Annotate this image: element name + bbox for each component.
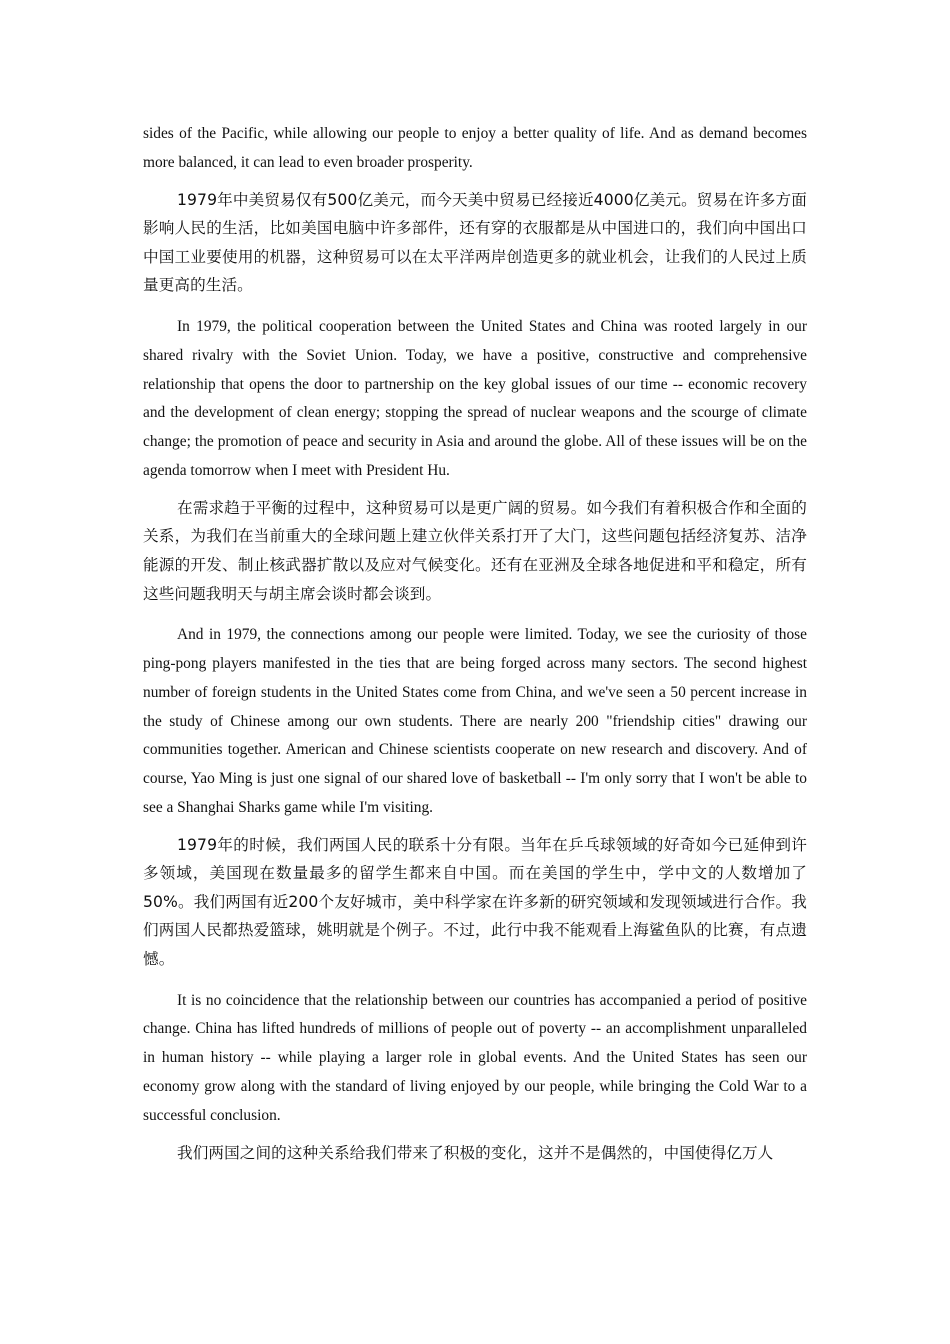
paragraph-en-trade-continued: sides of the Pacific, while allowing our people to enjoy a better quality of life. And as demand becomes more balanced, it can lead to even broader prosperity. — [143, 125, 807, 171]
paragraph-en-political-cooperation: In 1979, the political cooperation between the United States and China was rooted largely in our shared rivalry with the Soviet Union. Today, we have a positive, constructive and comprehensive relationship that opens the door to partnership on the key global issues of our time -- economic recovery and the development of clean energy; stopping the spread of nuclear weapons and the scourge of climate change; the promotion of peace and security in Asia and around the globe. All of these issues will be on the agenda tomorrow when I meet with President Hu. — [143, 317, 807, 479]
paragraph-en-people-connections: And in 1979, the connections among our people were limited. Today, we see the curiosity of those ping-pong players manifested in the ties that are being forged across many sectors. The second highest number of foreign students in the United States come from China, and we've seen a 50 percent increase in the study of Chinese among our own students. There are nearly 200 "friendship cities" drawing our communities together. American and Chinese scientists cooperate on new research and discovery. And of course, Yao Ming is just one signal of our shared love of basketball -- I'm only sorry that I won't be able to see a Shanghai Sharks game while I'm visiting. — [143, 626, 807, 816]
document-page — [143, 120, 807, 1167]
paragraph-zh-people-connections: 1979年的时候，我们两国人民的联系十分有限。当年在乒乓球领域的好奇如今已延伸到许多领域，美国现在数量最多的留学生都来自中国。而在美国的学生中，学中文的人数增加了50%。我们两国有近200个友好城市，美中科学家在许多新的研究领域和发现领域进行合作。我们两国人民都热爱篮球，姚明就是个例子。不过，此行中我不能观看上海鲨鱼队的比赛，有点遗憾。 — [143, 835, 807, 969]
paragraph-zh-political-cooperation: 在需求趋于平衡的过程中，这种贸易可以是更广阔的贸易。如今我们有着积极合作和全面的关系，为我们在当前重大的全球问题上建立伙伴关系打开了大门，这些问题包括经济复苏、洁净能源的开发、制止核武器扩散以及应对气候变化。还有在亚洲及全球各地促进和平和稳定，所有这些问题我明天与胡主席会谈时都会谈到。 — [143, 498, 807, 603]
paragraph-zh-trade: 1979年中美贸易仅有500亿美元，而今天美中贸易已经接近4000亿美元。贸易在许多方面影响人民的生活，比如美国电脑中许多部件，还有穿的衣服都是从中国进口的，我们向中国出口中国工业要使用的机器，这种贸易可以在太平洋两岸创造更多的就业机会，让我们的人民过上质量更高的生活。 — [143, 190, 807, 295]
paragraph-en-positive-change: It is no coincidence that the relationship between our countries has accompanied a period of positive change. China has lifted hundreds of millions of people out of poverty -- an accomplishment unparalleled in human history -- while playing a larger role in global events. And the United States has seen our economy grow along with the standard of living enjoyed by our people, while bringing the Cold War to a successful conclusion. — [143, 991, 807, 1124]
paragraph-zh-positive-change: 我们两国之间的这种关系给我们带来了积极的变化，这并不是偶然的，中国使得亿万人 — [177, 1143, 774, 1162]
